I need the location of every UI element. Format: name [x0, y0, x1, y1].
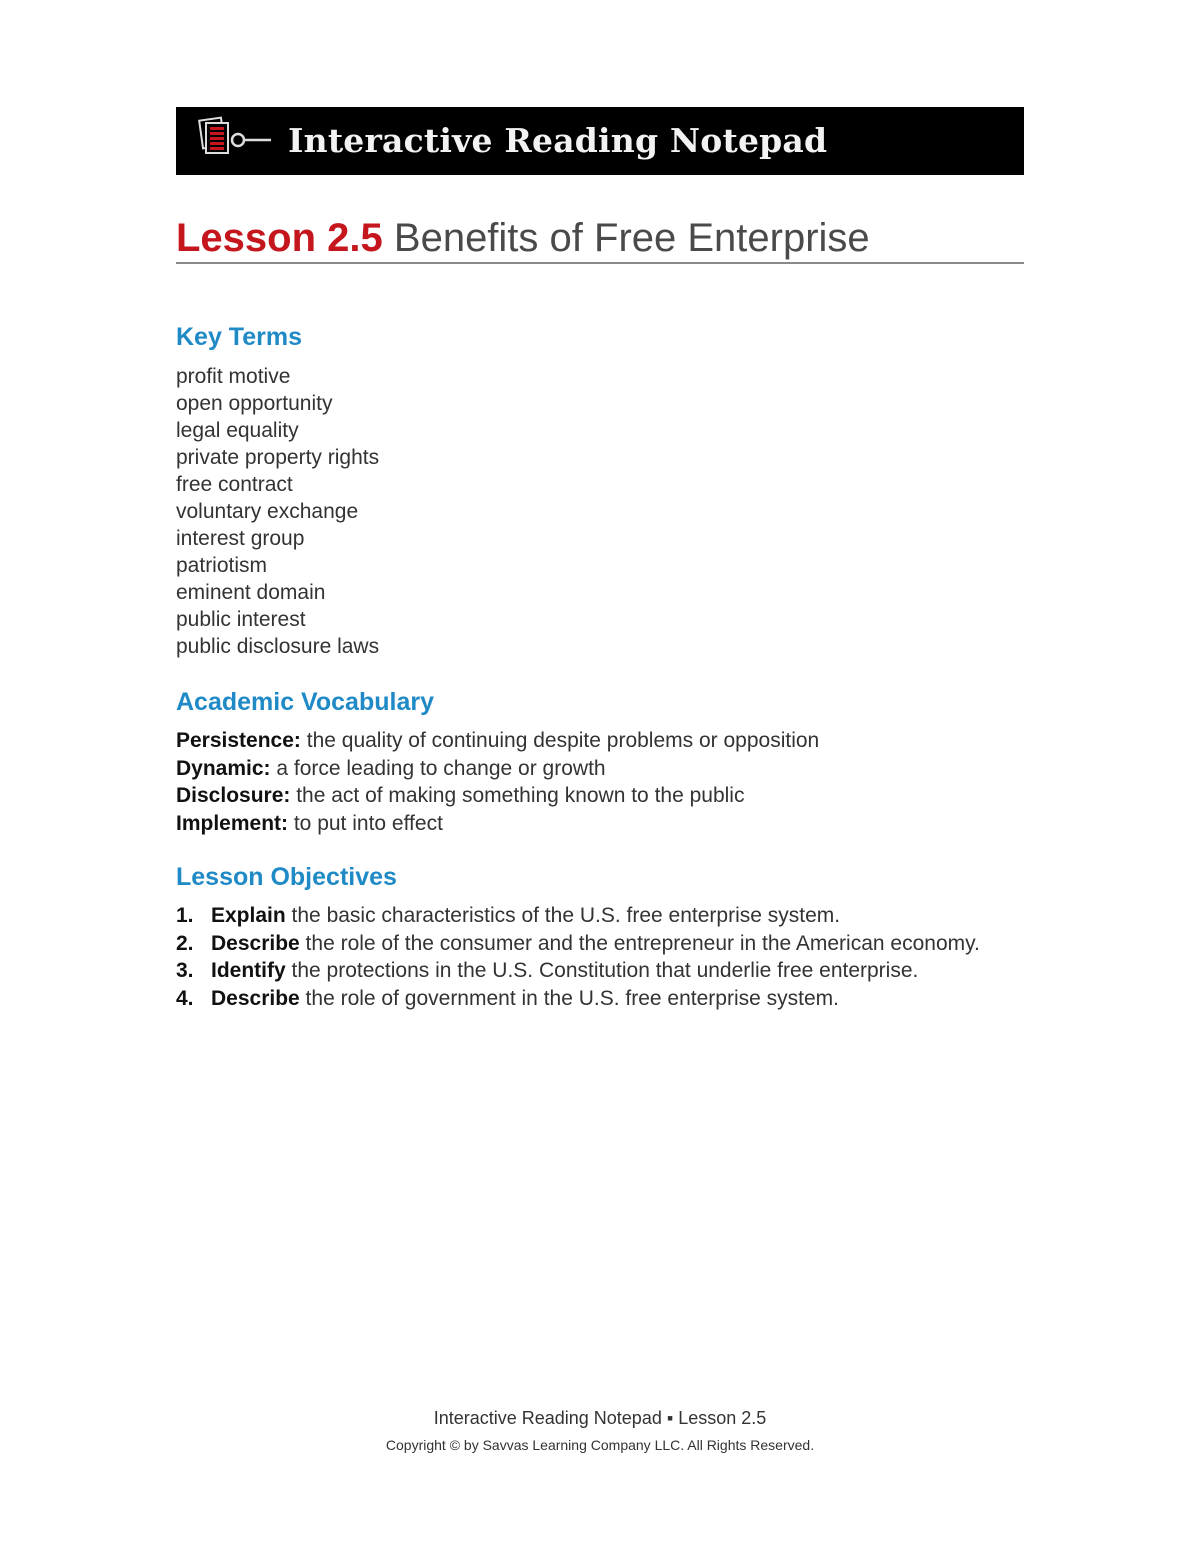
list-item: voluntary exchange	[176, 500, 359, 523]
objective-item	[176, 930, 1024, 958]
page-title	[176, 214, 1024, 264]
footer-copyright: Copyright © by Savvas Learning Company LLC. All Rights Reserved.	[385, 1437, 815, 1453]
list-item: patriotism	[176, 554, 268, 577]
objective-item	[176, 902, 1024, 930]
objectives-list	[176, 902, 1024, 1012]
list-item: public interest	[176, 608, 306, 631]
list-item: public disclosure laws	[176, 635, 380, 658]
header-banner	[176, 107, 1024, 175]
objective-verb: Describe	[211, 986, 300, 1010]
objective-text: the basic characteristics of the U.S. free enterprise system.	[285, 904, 841, 927]
objective-verb: Identify	[211, 959, 286, 982]
vocabulary-term: Implement:	[176, 811, 289, 835]
list-item: profit motive	[176, 365, 291, 388]
vocabulary-item	[176, 782, 819, 810]
vocabulary-definition: the quality of continuing despite problems or opposition	[300, 729, 820, 752]
objective-text: the protections in the U.S. Constitution that underlie free enterprise.	[285, 959, 919, 982]
lesson-number: Lesson 2.5	[176, 216, 383, 260]
list-item: free contract	[176, 473, 293, 496]
objective-item	[176, 985, 1024, 1013]
objective-verb: Explain	[211, 904, 286, 927]
banner-title: Interactive Reading Notepad	[288, 121, 828, 160]
vocabulary-item	[176, 755, 819, 783]
key-terms-heading: Key Terms	[176, 323, 302, 351]
objective-verb: Describe	[211, 931, 300, 955]
objective-number: 3.	[176, 959, 194, 982]
vocabulary-item	[176, 727, 819, 755]
academic-vocabulary-heading: Academic Vocabulary	[176, 688, 434, 716]
notepad-key-icon	[196, 113, 271, 169]
lesson-name: Benefits of Free Enterprise	[393, 216, 870, 260]
vocabulary-definition: the act of making something known to the public	[290, 784, 745, 807]
vocabulary-definition: a force leading to change or growth	[270, 756, 606, 780]
vocabulary-term: Persistence:	[176, 729, 301, 752]
list-item: legal equality	[176, 419, 299, 442]
objective-text: the role of government in the U.S. free enterprise system.	[299, 986, 839, 1010]
objective-number: 1.	[176, 904, 194, 927]
objective-text: the role of the consumer and the entrepreneur in the American economy.	[299, 931, 980, 955]
list-item: open opportunity	[176, 392, 333, 415]
vocabulary-term: Dynamic:	[176, 756, 271, 780]
vocabulary-term: Disclosure:	[176, 784, 291, 807]
vocabulary-definition: to put into effect	[288, 811, 443, 835]
key-terms-list	[176, 363, 379, 660]
objective-number: 2.	[176, 931, 194, 955]
footer-title: Interactive Reading Notepad ▪ Lesson 2.5	[433, 1408, 767, 1428]
vocabulary-list	[176, 727, 819, 837]
objective-number: 4.	[176, 986, 194, 1010]
list-item: eminent domain	[176, 581, 326, 604]
list-item: private property rights	[176, 446, 380, 469]
list-item: interest group	[176, 527, 305, 550]
objective-item	[176, 957, 1024, 985]
vocabulary-item	[176, 810, 819, 838]
lesson-objectives-heading: Lesson Objectives	[176, 863, 397, 891]
